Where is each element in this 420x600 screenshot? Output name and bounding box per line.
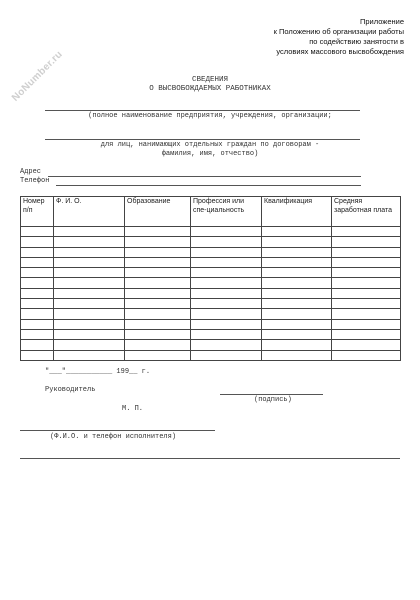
table-cell[interactable]	[332, 340, 401, 350]
document-title: СВЕДЕНИЯ	[191, 76, 228, 84]
table-cell[interactable]	[21, 288, 54, 298]
table-cell[interactable]	[262, 257, 332, 267]
document-subtitle: О ВЫСВОБОЖДАЕМЫХ РАБОТНИКАХ	[149, 85, 271, 93]
table-cell[interactable]	[191, 309, 262, 319]
table-row	[21, 268, 401, 278]
table-cell[interactable]	[191, 350, 262, 360]
table-cell[interactable]	[21, 257, 54, 267]
table-cell[interactable]	[191, 257, 262, 267]
table-cell[interactable]	[125, 237, 191, 247]
table-cell[interactable]	[262, 227, 332, 237]
table-cell[interactable]	[125, 227, 191, 237]
table-cell[interactable]	[332, 257, 401, 267]
persons-caption-1: для лиц, нанимающих отдельных граждан по договорам -	[100, 141, 320, 149]
table-cell[interactable]	[332, 288, 401, 298]
table-cell[interactable]	[21, 278, 54, 288]
table-cell[interactable]	[332, 227, 401, 237]
table-cell[interactable]	[262, 288, 332, 298]
table-row	[21, 350, 401, 360]
head-label: Руководитель	[45, 386, 96, 394]
table-cell[interactable]	[54, 329, 125, 339]
persons-line	[45, 139, 360, 140]
table-cell[interactable]	[191, 319, 262, 329]
table-cell[interactable]	[54, 257, 125, 267]
table-cell[interactable]	[21, 340, 54, 350]
table-row	[21, 340, 401, 350]
table-cell[interactable]	[125, 350, 191, 360]
signature-caption: (подпись)	[254, 396, 292, 404]
table-cell[interactable]	[191, 278, 262, 288]
stamp-label: М. П.	[122, 405, 144, 413]
table-row	[21, 247, 401, 257]
table-cell[interactable]	[54, 227, 125, 237]
table-row	[21, 319, 401, 329]
column-header-education: Образование	[125, 197, 191, 227]
workers-table	[20, 196, 401, 361]
table-cell[interactable]	[191, 227, 262, 237]
column-header-profession: Профессия или спе-циальность	[191, 197, 262, 227]
table-row	[21, 257, 401, 267]
appendix-line: по содействию занятости в	[309, 37, 404, 46]
table-cell[interactable]	[125, 329, 191, 339]
table-cell[interactable]	[54, 299, 125, 309]
table-cell[interactable]	[262, 278, 332, 288]
table-cell[interactable]	[262, 309, 332, 319]
column-header-number: Номер п/п	[21, 197, 54, 227]
table-cell[interactable]	[125, 340, 191, 350]
table-cell[interactable]	[332, 350, 401, 360]
table-cell[interactable]	[21, 309, 54, 319]
watermark: NoNumber.ru	[10, 48, 65, 104]
table-cell[interactable]	[21, 268, 54, 278]
address-line	[48, 176, 361, 177]
table-body	[21, 227, 401, 361]
address-label: Адрес	[20, 168, 42, 176]
table-cell[interactable]	[21, 237, 54, 247]
table-cell[interactable]	[191, 268, 262, 278]
appendix-line: условиях массового высвобождения	[276, 47, 404, 56]
org-name-caption: (полное наименование предприятия, учреждения, организации;	[88, 112, 332, 120]
table-cell[interactable]	[125, 309, 191, 319]
table-row	[21, 299, 401, 309]
column-header-qualification: Квалификация	[262, 197, 332, 227]
appendix-line: Приложение	[360, 17, 404, 26]
table-row	[21, 329, 401, 339]
table-header-row	[21, 197, 401, 227]
table-cell[interactable]	[332, 278, 401, 288]
table-cell[interactable]	[54, 340, 125, 350]
table-cell[interactable]	[54, 268, 125, 278]
table-cell[interactable]	[125, 268, 191, 278]
table-cell[interactable]	[54, 288, 125, 298]
date-field: "___"___________ 199__ г.	[45, 368, 151, 376]
table-cell[interactable]	[125, 288, 191, 298]
table-cell[interactable]	[125, 247, 191, 257]
table-cell[interactable]	[21, 329, 54, 339]
table-cell[interactable]	[191, 288, 262, 298]
table-cell[interactable]	[191, 237, 262, 247]
table-cell[interactable]	[21, 350, 54, 360]
table-cell[interactable]	[125, 319, 191, 329]
table-cell[interactable]	[191, 299, 262, 309]
table-cell[interactable]	[21, 227, 54, 237]
table-row	[21, 237, 401, 247]
executor-caption: (Ф.И.О. и телефон исполнителя)	[50, 433, 177, 441]
table-cell[interactable]	[54, 237, 125, 247]
table-row	[21, 227, 401, 237]
table-cell[interactable]	[54, 309, 125, 319]
appendix-note	[204, 17, 404, 57]
table-cell[interactable]	[54, 319, 125, 329]
table-cell[interactable]	[21, 299, 54, 309]
bottom-separator	[20, 458, 400, 459]
table-row	[21, 278, 401, 288]
table-cell[interactable]	[332, 237, 401, 247]
table-cell[interactable]	[262, 350, 332, 360]
signature-line	[220, 394, 323, 395]
table-cell[interactable]	[332, 329, 401, 339]
table-cell[interactable]	[54, 350, 125, 360]
phone-line	[56, 185, 361, 186]
table-cell[interactable]	[262, 329, 332, 339]
table-cell[interactable]	[125, 257, 191, 267]
table-cell[interactable]	[332, 319, 401, 329]
executor-line	[20, 430, 215, 431]
table-cell[interactable]	[332, 299, 401, 309]
table-cell[interactable]	[262, 299, 332, 309]
table-cell[interactable]	[191, 340, 262, 350]
table-cell[interactable]	[21, 319, 54, 329]
table-cell[interactable]	[262, 340, 332, 350]
table-cell[interactable]	[125, 299, 191, 309]
table-row	[21, 288, 401, 298]
column-header-name: Ф. И. О.	[54, 197, 125, 227]
table-cell[interactable]	[262, 237, 332, 247]
table-cell[interactable]	[332, 268, 401, 278]
table-cell[interactable]	[54, 247, 125, 257]
column-header-salary: Средняя заработная плата	[332, 197, 401, 227]
phone-label: Телефон	[20, 177, 50, 185]
table-row	[21, 309, 401, 319]
org-name-line	[45, 110, 360, 111]
appendix-line: к Положению об организации работы	[273, 27, 404, 36]
persons-caption-2: фамилия, имя, отчество)	[161, 150, 259, 158]
table-cell[interactable]	[125, 278, 191, 288]
table-cell[interactable]	[332, 309, 401, 319]
table-cell[interactable]	[332, 247, 401, 257]
table-cell[interactable]	[262, 247, 332, 257]
table-cell[interactable]	[21, 247, 54, 257]
table-cell[interactable]	[54, 278, 125, 288]
table-cell[interactable]	[191, 247, 262, 257]
table-cell[interactable]	[262, 319, 332, 329]
table-cell[interactable]	[191, 329, 262, 339]
table-cell[interactable]	[262, 268, 332, 278]
